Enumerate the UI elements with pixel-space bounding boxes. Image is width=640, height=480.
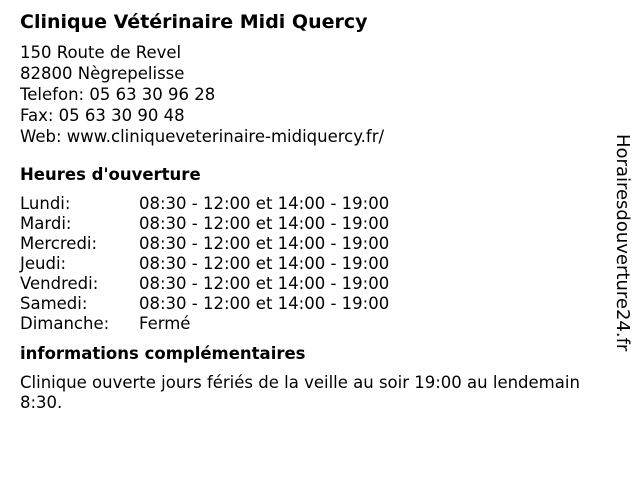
clinic-name: Clinique Vétérinaire Midi Quercy	[20, 11, 368, 33]
additional-info-heading: informations complémentaires	[20, 344, 306, 363]
day-hours: 08:30 - 12:00 et 14:00 - 19:00	[139, 254, 390, 273]
day-hours: 08:30 - 12:00 et 14:00 - 19:00	[139, 294, 390, 313]
site-watermark: Horairesdouverture24.fr	[612, 134, 633, 352]
address-line-city: 82800 Nègrepelisse	[20, 64, 185, 83]
opening-hours-table	[20, 194, 610, 334]
hours-row-tuesday	[20, 214, 610, 234]
day-hours: 08:30 - 12:00 et 14:00 - 19:00	[139, 234, 390, 253]
hours-row-thursday	[20, 254, 610, 274]
address-line-street: 150 Route de Revel	[20, 43, 182, 62]
day-label: Jeudi:	[20, 254, 67, 273]
day-hours: 08:30 - 12:00 et 14:00 - 19:00	[139, 194, 390, 213]
fax-line: Fax: 05 63 30 90 48	[20, 106, 185, 125]
opening-hours-heading: Heures d'ouverture	[20, 165, 201, 184]
phone-line: Telefon: 05 63 30 96 28	[20, 85, 216, 104]
day-hours: Fermé	[139, 314, 191, 333]
day-hours: 08:30 - 12:00 et 14:00 - 19:00	[139, 214, 390, 233]
hours-row-monday	[20, 194, 610, 214]
hours-row-sunday	[20, 314, 610, 334]
additional-info-text: Clinique ouverte jours fériés de la veille au soir 19:00 au lendemain 8:30.	[20, 373, 580, 412]
day-label: Mardi:	[20, 214, 72, 233]
hours-row-wednesday	[20, 234, 610, 254]
day-label: Dimanche:	[20, 314, 110, 333]
hours-row-friday	[20, 274, 610, 294]
clinic-card	[20, 10, 610, 413]
day-label: Lundi:	[20, 194, 71, 213]
contact-block	[20, 42, 610, 147]
day-label: Vendredi:	[20, 274, 99, 293]
web-line: Web: www.cliniqueveterinaire-midiquercy.fr/	[20, 127, 385, 146]
day-label: Mercredi:	[20, 234, 98, 253]
day-label: Samedi:	[20, 294, 88, 313]
hours-row-saturday	[20, 294, 610, 314]
day-hours: 08:30 - 12:00 et 14:00 - 19:00	[139, 274, 390, 293]
